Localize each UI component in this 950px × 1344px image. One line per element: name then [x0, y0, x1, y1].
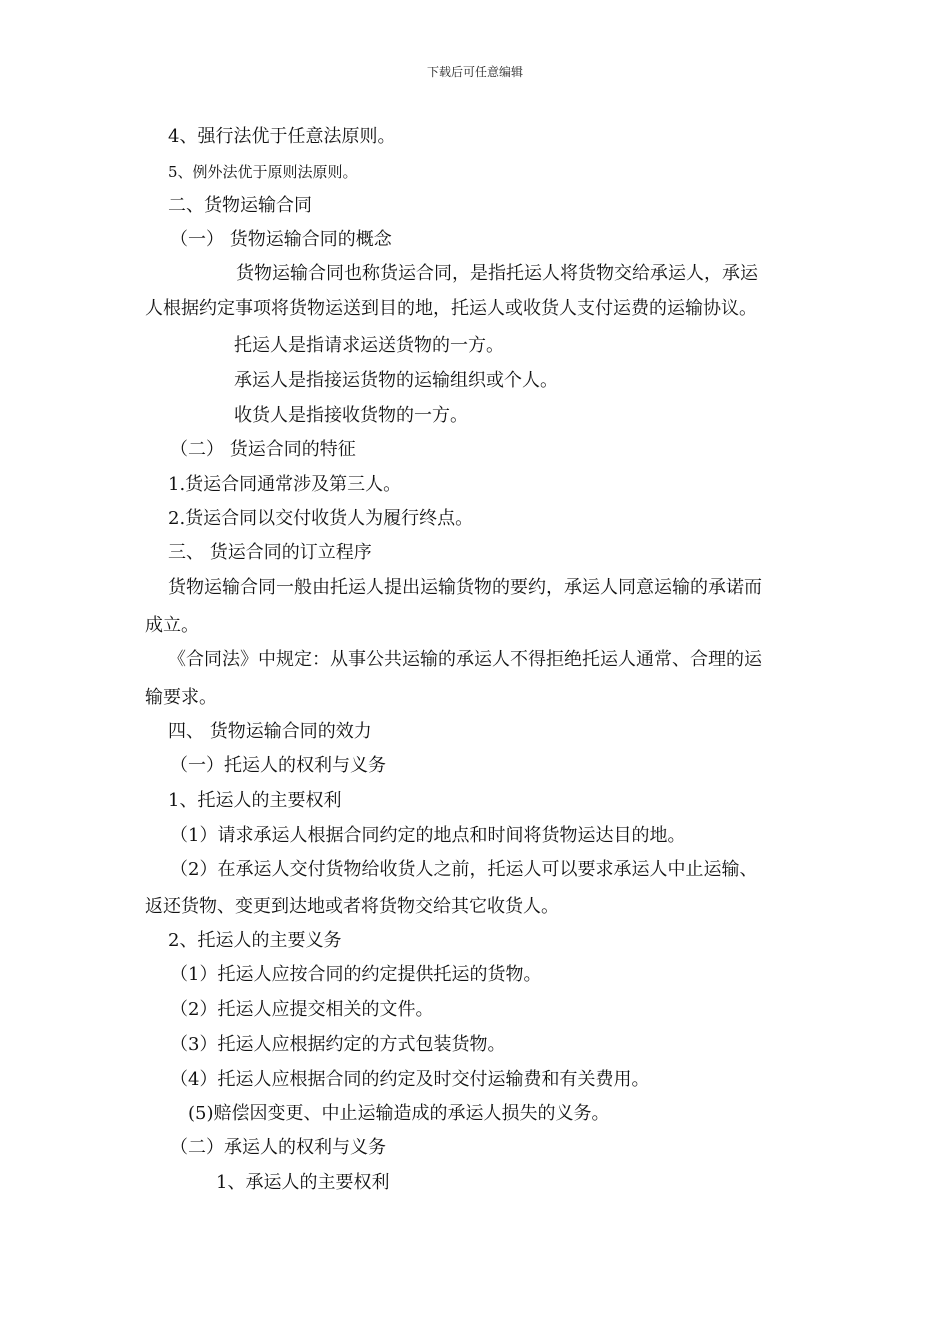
text-line: 托运人是指请求运送货物的一方。 — [234, 335, 504, 356]
text-line: （2）在承运人交付货物给收货人之前，托运人可以要求承运人中止运输、 — [170, 859, 758, 880]
section-heading: 二、货物运输合同 — [168, 195, 312, 216]
page-header: 下载后可任意编辑 — [426, 65, 523, 79]
text-line: （4）托运人应根据合同的约定及时交付运输费和有关费用。 — [170, 1069, 650, 1090]
text-line: 承运人是指接运货物的运输组织或个人。 — [234, 370, 558, 391]
text-line: 成立。 — [145, 615, 199, 636]
text-line: 5、例外法优于原则法原则。 — [168, 163, 358, 181]
text-line: (5)赔偿因变更、中止运输造成的承运人损失的义务。 — [188, 1103, 610, 1124]
text-line: 1.货运合同通常涉及第三人。 — [168, 474, 402, 495]
text-line: 人根据约定事项将货物运送到目的地，托运人或收货人支付运费的运输协议。 — [145, 298, 757, 319]
text-line: 输要求。 — [145, 687, 217, 708]
text-line: 2、托运人的主要义务 — [168, 930, 342, 951]
text-line: 2.货运合同以交付收货人为履行终点。 — [168, 508, 474, 529]
section-heading: 三、 货运合同的订立程序 — [168, 542, 372, 563]
text-line: 货物运输合同一般由托运人提出运输货物的要约，承运人同意运输的承诺而 — [168, 577, 762, 598]
text-line: （1）托运人应按合同的约定提供托运的货物。 — [170, 964, 542, 985]
text-line: （3）托运人应根据约定的方式包装货物。 — [170, 1034, 506, 1055]
text-line: 1、托运人的主要权利 — [168, 790, 342, 811]
subsection-heading: （二） 货运合同的特征 — [170, 439, 356, 460]
text-line: 收货人是指接收货物的一方。 — [234, 405, 468, 426]
text-line: （2）托运人应提交相关的文件。 — [170, 999, 434, 1020]
subsection-heading: （二）承运人的权利与义务 — [170, 1137, 386, 1158]
text-line: 返还货物、变更到达地或者将货物交给其它收货人。 — [145, 896, 559, 917]
text-line: 1、承运人的主要权利 — [216, 1172, 390, 1193]
text-line: 《合同法》中规定：从事公共运输的承运人不得拒绝托运人通常、合理的运 — [168, 649, 762, 670]
section-heading: 四、 货物运输合同的效力 — [168, 721, 372, 742]
subsection-heading: （一）托运人的权利与义务 — [170, 755, 386, 776]
subsection-heading: （一） 货物运输合同的概念 — [170, 229, 392, 250]
text-line: （1）请求承运人根据合同约定的地点和时间将货物运达目的地。 — [170, 825, 686, 846]
text-line: 4、强行法优于任意法原则。 — [168, 126, 396, 147]
text-line: 货物运输合同也称货运合同，是指托运人将货物交给承运人，承运 — [236, 263, 758, 284]
